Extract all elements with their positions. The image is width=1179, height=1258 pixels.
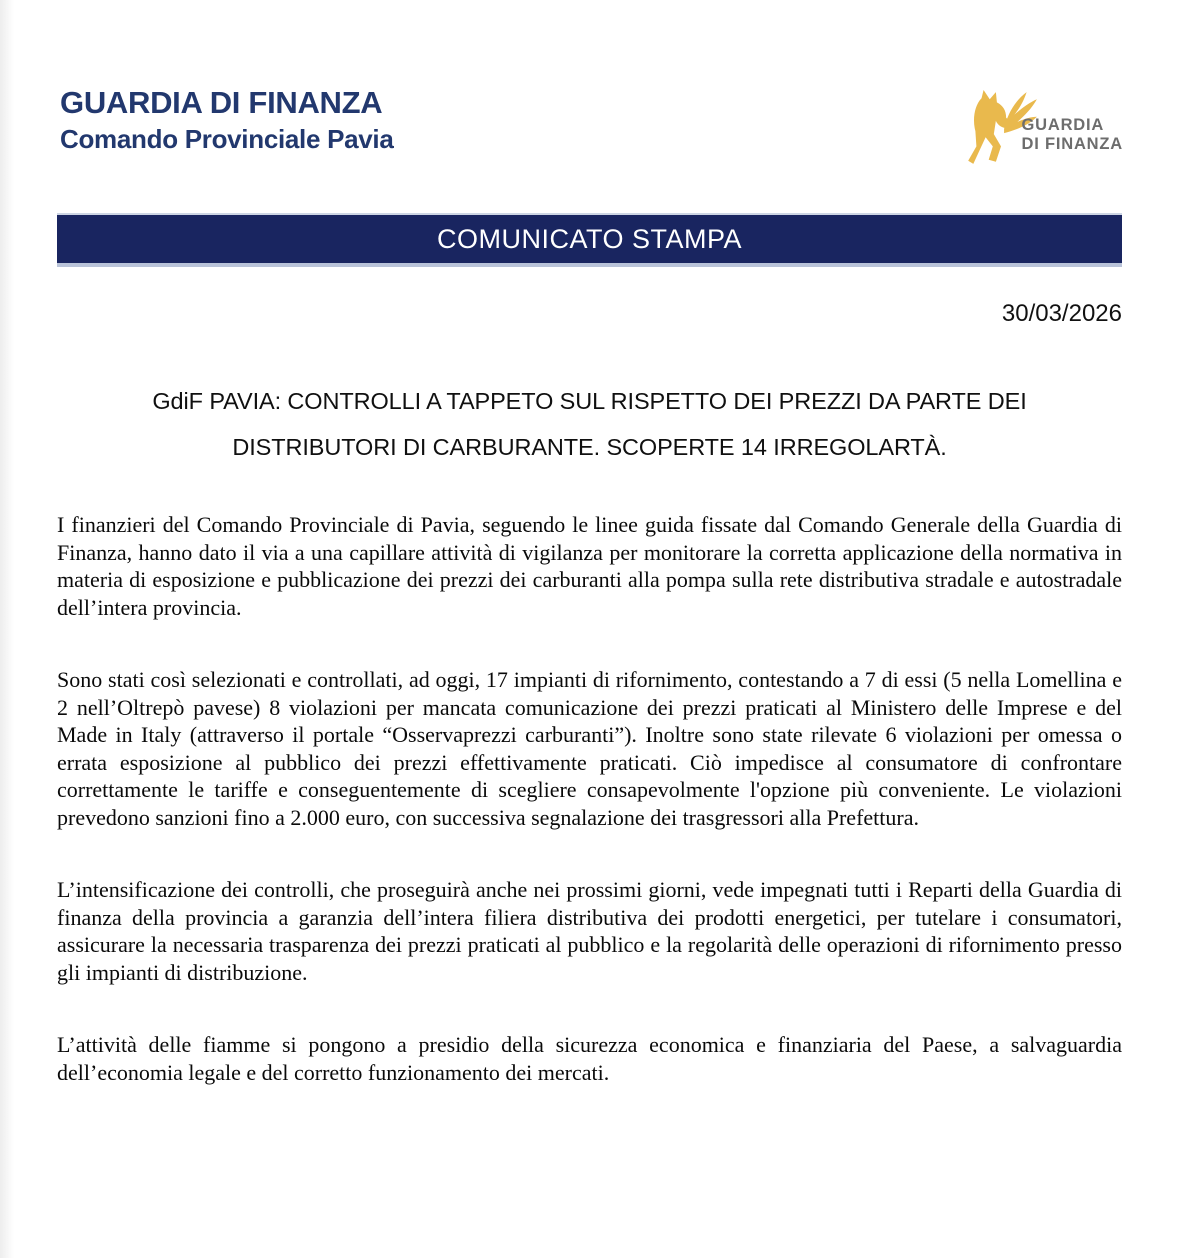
document-date: 30/03/2026 [1001,300,1122,327]
paragraph-4: L’attività delle fiamme si pongono a presidio della sicurezza economica e finanziaria del Paese, a salvaguardia dell’economia legale e del corretto funzionamento dei mercati. [57,1032,1122,1085]
org-name: GUARDIA DI FINANZA [60,85,383,120]
paragraph-3: L’intensificazione dei controlli, che proseguirà anche nei prossimi giorni, vede impegnati tutti i Reparti della Guardia di finanza della provincia a garanzia dell’intera filiera distributiva dei prodotti energetici, per tutelare i consumatori, assicurare la necessaria trasparenza dei prezzi praticati al pubblico e la regolarità delle operazioni di rifornimento presso gli impianti di distribuzione. [57,877,1122,985]
logo-text-line1: GUARDIA [1021,116,1105,134]
banner-label: COMUNICATO STAMPA [436,223,742,254]
gdf-logo [964,88,1124,170]
title-line-1: GdiF PAVIA: CONTROLLI A TAPPETO SUL RISPETTO DEI PREZZI DA PARTE DEI [152,388,1027,414]
paragraph-2: Sono stati così selezionati e controllati, ad oggi, 17 impianti di rifornimento, contestando a 7 di essi (5 nella Lomellina e 2 nell’Oltrepò pavese) 8 violazioni per mancata comunicazione dei prezzi praticati al Ministero delle Imprese e del Made in Italy (attraverso il portale “Osservaprezzi carburanti”). Inoltre sono state rilevate 6 violazioni per omessa o errata esposizione al pubblico dei prezzi effettivamente praticati. Ciò impedisce al consumatore di confrontare correttamente le tariffe e conseguentemente di scegliere consapevolmente l'opzione più conveniente. Le violazioni prevedono sanzioni fino a 2.000 euro, con successiva segnalazione dei trasgressori alla Prefettura. [57,667,1122,830]
title-line-2: DISTRIBUTORI DI CARBURANTE. SCOPERTE 14 IRREGOLARTÀ. [232,434,947,460]
logo-text-line2: DI FINANZA [1021,135,1123,153]
document-body [57,511,1122,1131]
org-subtitle: Comando Provinciale Pavia [60,124,394,154]
org-block [60,86,394,154]
logo-text [1022,116,1124,154]
comunicato-stampa-banner [57,213,1122,267]
paragraph-1: I finanzieri del Comando Provinciale di Pavia, seguendo le linee guida fissate dal Comando Generale della Guardia di Finanza, hanno dato il via a una capillare attività di vigilanza per monitorare la corretta applicazione della normativa in materia di esposizione e pubblicazione dei prezzi dei carburanti alla pompa sulla rete distributiva stradale e autostradale dell’intera provincia. [57,512,1122,620]
document-header [60,86,1123,170]
document-title [90,378,1089,470]
